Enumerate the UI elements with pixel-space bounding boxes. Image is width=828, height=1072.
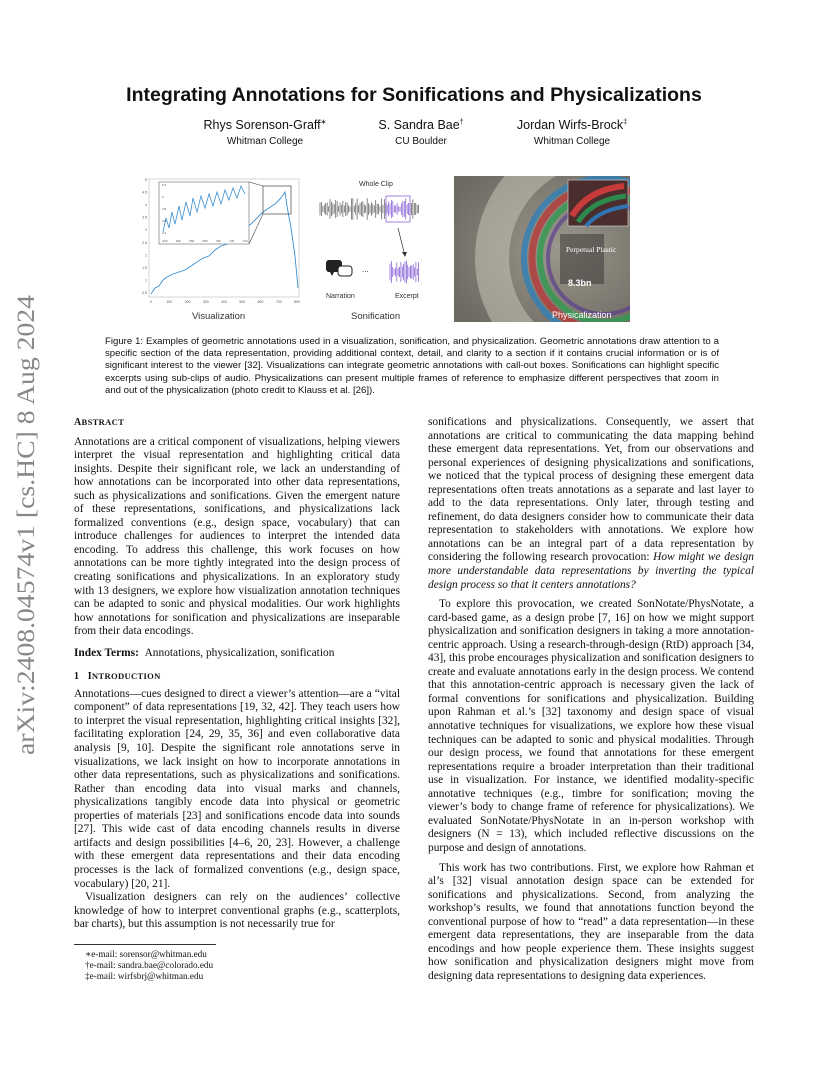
main-chart-y-tick: 5 — [145, 178, 147, 182]
right-column — [428, 416, 754, 983]
figure-1 — [120, 176, 720, 326]
main-chart-x-tick: 0 — [150, 300, 152, 304]
excerpt-highlight-box — [386, 196, 410, 222]
index-terms-label: Index Terms: — [74, 646, 139, 659]
main-chart-x-tick: 600 — [257, 300, 264, 304]
abstract-text: Annotations are a critical component of visualizations, helping viewers interpret the visual representation and highlighting critical data insights. Despite their significant role, we lack an understanding of how annotations can be incorporated into other data representations, such as physicalizations and sonifications. Given the emergent nature of these representations, sonifications, and physicalizations lack formalized conventions (e.g., design space, vocabulary) that can introduce challenges for audiences to interpret the intended data encoding. To address this challenge, this work focuses on how annotations can be more tightly integrated into the design process of creating sonifications and physicalizations. In an exploratory study with 13 designers, we explore how visualization annotation techniques can be adapted to sonic and physical modalities. Our work highlights how annotations for sonification and physicalizations are inseparable from their data encodings. — [74, 435, 400, 638]
arxiv-id: arXiv:2408.04574v1 [cs.HC] 8 Aug 2024 — [13, 339, 40, 755]
main-chart-y-tick: 2 — [145, 253, 147, 258]
waveform-whole-clip — [320, 198, 419, 220]
inset-chart-x-tick: 620 — [162, 239, 168, 243]
main-chart-x-tick: 800 — [294, 300, 300, 304]
author-1-name: Rhys Sorenson-Graff — [203, 118, 321, 133]
abstract-heading: ABSTRACT — [74, 417, 125, 428]
main-chart-y-tick: 4 — [145, 203, 147, 208]
intro-paragraph-2: Visualization designers can rely on the audiences’ collective knowledge of how to interpret conventional graphs (e.g., scatterplots, bar charts), but this assumption is not necessarily true for — [74, 891, 400, 931]
research-question: How might we design more understandable data representations by inverting the typical design process so that it centers annotations? — [428, 551, 754, 591]
main-chart-y-ticks — [142, 178, 147, 295]
main-chart-y-tick: 4.5 — [142, 190, 147, 195]
author-2-affiliation: CU Boulder — [395, 136, 447, 147]
main-chart-y-tick: 2.5 — [142, 240, 147, 245]
main-chart-x-ticks — [150, 300, 300, 304]
footnote-1: ∗e-mail: sorensor@whitman.edu — [85, 948, 207, 959]
inset-chart-y-tick: 4.6 — [162, 219, 167, 223]
inset-chart-x-tick: 720 — [229, 239, 235, 243]
right-paragraph-3: This work has two contributions. First, we explore how Rahman et al’s [32] visual annotation design space can be extended for sonifications and physicalizations. Second, from analyzing the workshop’s results, we found that annotations function beyond the conventional purpose of how to “read” a data representation—in these emergent data representations, they are inseparable from the data encodings and how people experience them. These insights suggest how sonification and physicalization designers might move from designing data representations to designing data experiences. — [428, 861, 754, 982]
inset-chart-y-tick: 4.8 — [162, 207, 167, 211]
narration-icon — [326, 260, 352, 276]
visualization-panel — [135, 176, 305, 304]
right-paragraph-2: To explore this provocation, we created SonNotate/PhysNotate, a card-based game, as a design probe [7, 16] on how we might support physicalization and sonification designers in taking a more annotation-centric approach. Using a research-through-design (RtD) approach [34, 43], this probe encourages physicalization and sonification designers to create and evaluate annotations early in the design process. We contend that this annotation-centric approach is necessary given the lack of formal conventions for sonifications and physicalization. Building upon Rahman et al.’s [32] taxonomy and design space of visual annotative techniques for visualizations, we explore how these visual techniques can be adapted to sonic and physical modalities. Through our design process, we found that annotations for these emergent representations require a broader interpretation than their traditional use in visualization. For instance, we identified modality-specific annotative techniques (e.g., timbre for sonification; moving the viewer’s body to change frame of reference for physicalizations). We evaluated SonNotate/PhysNotate in an in-person workshop with designers (N = 13), which included reflective discussions on the purpose and design of annotations. — [428, 598, 754, 854]
plastic-amount-label: 8.3bn — [568, 278, 592, 288]
author-3-affiliation: Whitman College — [533, 136, 611, 147]
main-chart-x-tick: 700 — [275, 300, 282, 304]
inset-chart-x-tick: 660 — [189, 239, 195, 243]
sonification-ellipsis: ... — [362, 265, 369, 274]
arxiv-stamp — [4, 290, 44, 760]
figure-caption: Figure 1: Examples of geometric annotations used in a visualization, sonification, and physicalization. Geometric annotations draw attention to a specific section of the data representation, providing additional context, detail, and clarity to a section if it contains crucial information or is of significant interest to the viewer [32]. Visualizations can integrate geometric annotations with call-out boxes. Sonifications can highlight specific excerpts using sub-clips of audio. Physicalizations can present multiple frames of reference to emphasize different perspectives that zoom in and out of the physicalization (photo credit to Klauss et al. [26]). — [105, 336, 719, 396]
footnote-rule — [74, 944, 216, 945]
footnote-2: †e-mail: sandra.bae@colorado.edu — [85, 959, 214, 970]
paper-title: Integrating Annotations for Sonifications and Physicalizations — [126, 84, 702, 106]
intro-heading: 1 INTRODUCTION — [74, 671, 161, 683]
author-3 — [492, 118, 652, 147]
main-chart-x-tick: 500 — [239, 300, 246, 304]
narration-label: Narration — [326, 293, 355, 300]
right-paragraph-1: sonifications and physicalizations. Consequently, we assert that annotations are critical to communicating the data mapping behind these emergent data representations. Yet, from our observations and personal experiences of designing physicalizations and sonifications, we noticed that the typical process of designing these emergent data representations often treats annotations as a separate and last layer to add to the data representations. Only later, through testing and refinement, do data designers consider how to communicate their data representation to stakeholders with annotations. We explore how annotations can be an integral part of a data representation by considering the following research provocation: How might we design more understandable data representations by inverting the typical design process so that it centers annotations? — [428, 416, 754, 591]
author-2-name: S. Sandra Bae — [378, 118, 460, 132]
main-chart-y-tick: 3.5 — [142, 215, 147, 220]
main-chart-y-tick: 3 — [145, 228, 147, 233]
waveform-excerpt — [390, 260, 419, 283]
author-1-affiliation: Whitman College — [226, 136, 304, 148]
main-chart-y-tick: 1 — [145, 278, 147, 283]
footnote-3: ‡e-mail: wirfsbrj@whitman.edu — [85, 970, 204, 981]
author-3-name: Jordan Wirfs-Brock — [516, 118, 624, 132]
main-chart-x-tick: 400 — [221, 300, 227, 304]
left-column — [74, 416, 400, 982]
author-3-mark: ‡ — [623, 118, 628, 126]
sonification-panel-label: Sonification — [351, 311, 401, 322]
inset-chart-x-tick: 700 — [215, 239, 221, 243]
physicalization-label: Physicalization — [552, 310, 612, 320]
inset-chart-y-tick: 4.4 — [162, 231, 167, 235]
main-chart-x-tick: 300 — [202, 300, 209, 304]
intro-paragraph-1: Annotations—cues designed to direct a viewer’s attention—are a “vital component” of data representations [19, 32, 42]. They teach users how to interpret the visual representation, highlighting critical insights [32], facilitating exploration [24, 29, 35, 36] and even collaborative data analysis [9, 10]. Despite the significant role annotations serve in visualizations, we lack insight on how to incorporate annotations in other data representations, such as physicalizations and sonifications. Rather than encoding data into visual marks and channels, physicalizations tangibly encode data into physical or geometric properties of materials [23] and sonifications encode data into sounds [27]. This wide cast of data encoding channels results in diverse artifacts and design possibilities [4–6, 20, 23]. However, a challenge with these emergent data representations and their data encoding processes is the lack of formalized conventions (e.g., design space, vocabulary) [20, 21]. — [74, 687, 400, 890]
main-chart-y-tick: 0.5 — [142, 291, 147, 295]
inset-chart-x-tick: 640 — [175, 239, 181, 243]
main-chart-x-tick: 200 — [184, 300, 191, 304]
author-1-mark: ∗ — [320, 119, 327, 126]
perpetual-plastic-label: Perpetual Plastic — [566, 245, 617, 254]
author-2 — [346, 118, 496, 147]
visualization-label: Visualization — [192, 311, 246, 322]
main-chart-x-tick: 100 — [166, 300, 173, 304]
callout-box — [263, 186, 291, 214]
author-2-mark: † — [459, 118, 464, 126]
whole-clip-label: Whole Clip — [359, 181, 393, 188]
physicalization-photo — [454, 176, 630, 322]
index-terms — [74, 647, 400, 661]
inset-chart-y-tick: 5 — [162, 195, 164, 199]
inset-chart-y-tick: 5.2 — [162, 183, 167, 187]
index-terms-text: Annotations, physicalization, sonification — [144, 646, 335, 659]
main-chart-y-tick: 1.5 — [142, 265, 147, 270]
excerpt-label: Excerpt — [395, 293, 419, 300]
inset-chart-x-tick: 740 — [242, 239, 248, 243]
author-1 — [190, 118, 340, 147]
sonification-panel — [318, 178, 428, 306]
inset-chart-x-tick: 680 — [202, 239, 208, 243]
